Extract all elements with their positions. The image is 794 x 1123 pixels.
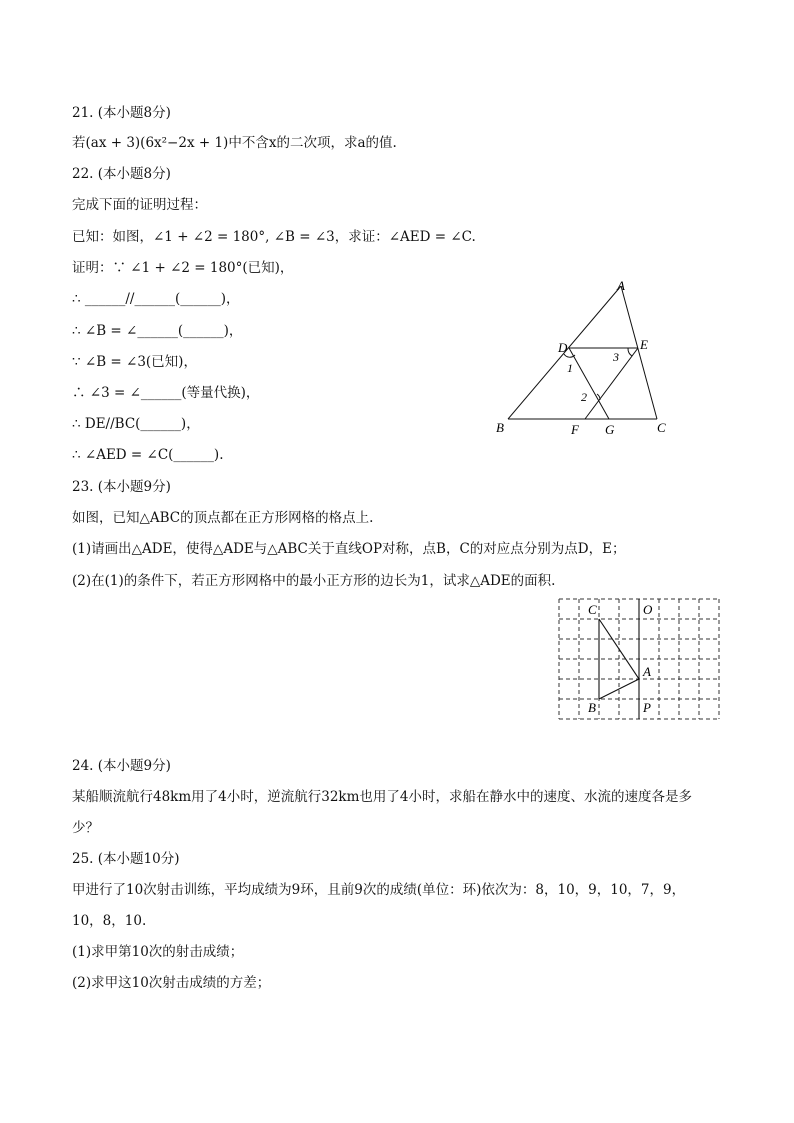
q24-body-1: 某船顺流航行48km用了4小时，逆流航行32km也用了4小时，求船在静水中的速度、水流的速度各是多 [72, 789, 692, 805]
label-D: D [558, 340, 568, 355]
label-E: E [640, 337, 648, 352]
segment-EF [585, 348, 638, 419]
q25-body-2: 10，8，10. [72, 913, 147, 929]
label-A: A [617, 278, 625, 293]
q22-step-7: ∴ ∠AED = ∠C(______). [72, 447, 224, 463]
q23-header: 23. (本小题9分) [72, 479, 171, 495]
q24-body-2: 少？ [72, 820, 99, 836]
grid-label-C: C [588, 602, 597, 617]
angle-arc-3 [628, 348, 632, 356]
segment-DG [569, 348, 609, 419]
q23-grid-figure [554, 594, 726, 724]
label-B: B [496, 420, 504, 435]
q25-body-1: 甲进行了10次射击训练，平均成绩为9环，且前9次的成绩(单位：环)依次为：8，10，9，10，7，9， [72, 882, 686, 898]
label-F: F [571, 422, 579, 437]
q23-part1: (1)请画出△ADE，使得△ADE与△ABC关于直线OP对称，点B，C的对应点分别为点D，E； [72, 541, 626, 557]
segment-BA [599, 679, 639, 699]
grid-label-B: B [588, 700, 596, 715]
q25-header: 25. (本小题10分) [72, 851, 180, 867]
q23-part2: (2)在(1)的条件下，若正方形网格中的最小正方形的边长为1，试求△ADE的面积. [72, 573, 556, 589]
q22-header: 22. (本小题8分) [72, 166, 171, 182]
q21-header: 21. (本小题8分) [72, 105, 171, 121]
q22-step-2: ∴ ______//______(______)， [72, 291, 240, 307]
q25-part2: (2)求甲这10次射击成绩的方差； [72, 975, 271, 991]
grid-label-P: P [643, 700, 651, 715]
q22-step-6: ∴ DE//BC(______)， [72, 416, 200, 432]
label-angle-3: 3 [613, 350, 619, 364]
segment-AC [621, 286, 657, 419]
label-C: C [657, 420, 666, 435]
q22-intro: 完成下面的证明过程： [72, 197, 207, 213]
q22-step-3: ∴ ∠B = ∠______(______)， [72, 323, 243, 339]
q23-intro: 如图，已知△ABC的顶点都在正方形网格的格点上. [72, 510, 374, 526]
q22-step-5: ∴ ∠3 = ∠______(等量代换)， [72, 385, 260, 401]
label-angle-1: 1 [567, 361, 573, 375]
grid-label-O: O [643, 602, 653, 617]
grid-label-A: A [643, 664, 651, 679]
q25-part1: (1)求甲第10次的射击成绩； [72, 944, 244, 960]
q22-given: 已知：如图，∠1 + ∠2 = 180°, ∠B = ∠3，求证：∠AED = ∠C. [72, 229, 476, 245]
q24-header: 24. (本小题9分) [72, 758, 171, 774]
q22-step-4: ∵ ∠B = ∠3(已知)， [72, 354, 197, 370]
q22-triangle-figure [488, 276, 678, 442]
q21-body: 若(ax + 3)(6x²−2x + 1)中不含x的二次项，求a的值. [72, 135, 397, 151]
label-angle-2: 2 [581, 390, 587, 404]
q22-step-1: 证明：∵ ∠1 + ∠2 = 180°(已知)， [72, 260, 294, 276]
label-G: G [605, 422, 615, 437]
